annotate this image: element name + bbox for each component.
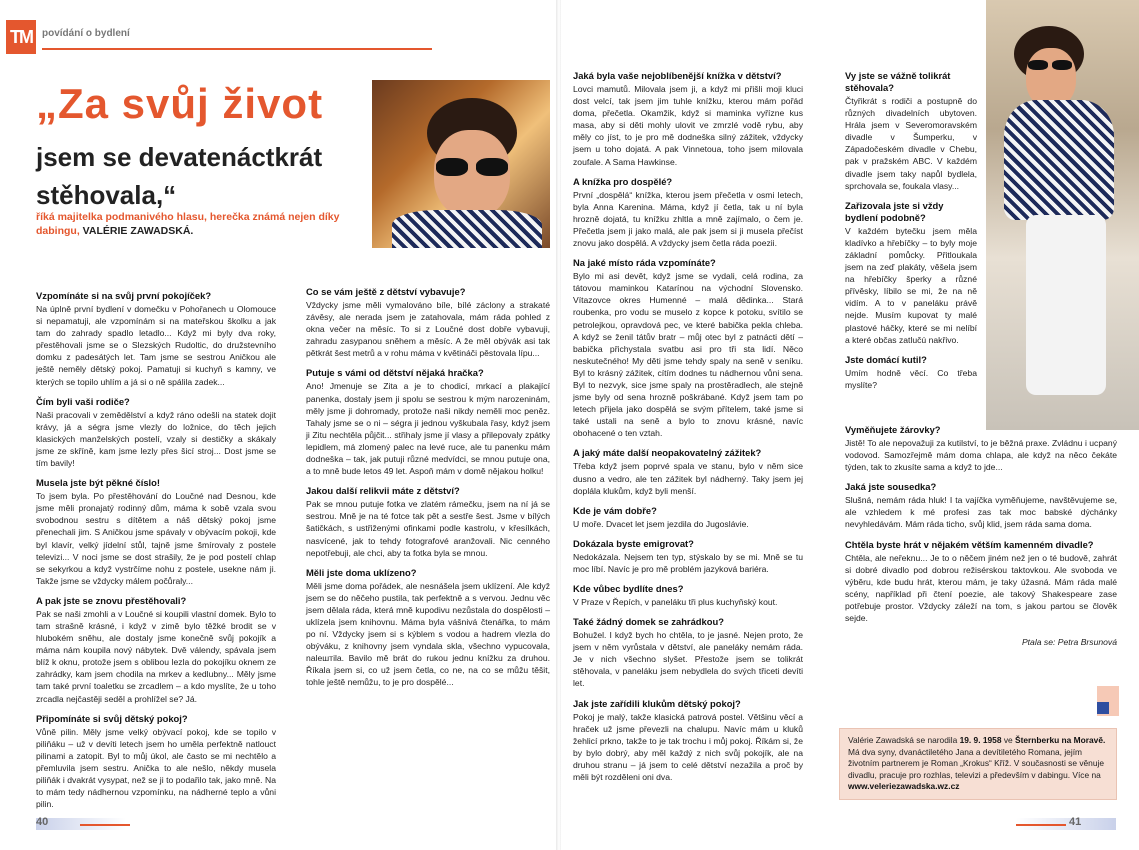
headline-line-3: stěhovala,“ xyxy=(36,180,177,210)
left-page xyxy=(0,0,560,850)
question: Dokázala byste emigrovat? xyxy=(573,537,694,549)
answer: Chtěla, ale neřeknu... Je to o něčem jiném než jen o té budově, zahrát si dobré divadlo pod dobrou režisérskou taktovkou. Ale svoboda ve výběru, kde budu hrát, kterou mám, je taky úžasná. Mám ráda malé scény, například při čtení poezie, ale takový Shakespeare zase potřebuje prostor. Vždycky záleží na tom, s jakou partou se člověk sejde. xyxy=(845,552,1117,624)
text-column-4-narrow xyxy=(845,62,977,391)
answer: Vůně pilin. Měly jsme velký obývací pokoj, kde se topilo v piliňáku – už v devíti letech jsem ho uměla perfektně natlouct pilinami a zatopit. Byl to můj úkol, ale často se mi nechtělo a přemluvila jsem sestru. Anička to ale nešlo, někdy musela piliňák i dvakrát vysypat, než se ji to podařilo tak, jako mně. Na to mám tedy nádhernou vzpomínku, na nádherné teplo a vůni pilin. xyxy=(36,726,276,810)
answer: Bylo mi asi devět, když jsme se vydali, celá rodina, za tátovou maminkou Katarínou na východní Slovensko. Vítazovce okres Humenné – malá dědinka... Stará roubenka, pro vodu se muselo z kopce k potoku, svítilo se petrolejkou, opravdová pec, ve které babička pekla chleba. A když se ženil tátův bratr – můj otec byl z patnácti dětí – babička přichystala svatbu asi pro tři sta lidí. Něco neskutečného! My děti jsme tehdy spaly na seně v seníku. Byl to krásný zážitek, cítím dodnes tu nádhernou vůni sena. Byl to nezvyk, sice jsme spaly na prostěradlech, ale stejně jsme byly od sena hrozně poškrábané. Když jsem tam po letech přijela jako dospělá se svým přítelem, také jsme si také ustali na seně a bylo to znovu krásné, navíc obohacené o ten vztah. xyxy=(573,271,803,439)
question: Jste domácí kutil? xyxy=(845,353,927,365)
header-rule xyxy=(42,48,432,50)
question: Jakou další relikvii máte z dětství? xyxy=(306,485,460,497)
answer: U moře. Dvacet let jsem jezdila do Jugoslávie. xyxy=(573,518,749,529)
question: Čím byli vaši rodiče? xyxy=(36,395,130,407)
question: A knížka pro dospělé? xyxy=(573,175,673,187)
bio-text-3: Má dva syny, dvanáctiletého Jana a devítiletého Romana, jejím životním partnerem je Roman „Krokus“ Kříž. V současnosti se věnuje divadlu, pracuje pro rozhlas, televizi a především v dabingu. xyxy=(848,746,1105,780)
question: Připomínáte si svůj dětský pokoj? xyxy=(36,712,188,724)
question: A jaký máte další neopakovatelný zážitek? xyxy=(573,447,762,459)
bio-birthdate: 19. 9. 1958 xyxy=(959,735,1002,745)
question: Jaká byla vaše nejoblíbenější knížka v dětství? xyxy=(573,70,782,81)
section-label: povídání o bydlení xyxy=(42,28,130,39)
headline-line-1: „Za svůj život xyxy=(36,80,324,127)
text-column-3 xyxy=(573,62,803,783)
answer: Bohužel. I když bych ho chtěla, to je jasné. Nejen proto, že jsem v něm vyrůstala v dětství, ale paneláky nemám ráda. Je v nich všechno slyšet. Přestože jsem se tolikrát stěhovala, v paneláku jsem nebydlela do svých třiceti devíti let. xyxy=(573,630,803,689)
lead-text xyxy=(36,210,366,238)
footer-accent xyxy=(1016,824,1066,826)
answer: Jistě! To ale nepovažuji za kutilství, to je běžná praxe. Zvládnu i ucpaný vodovod. Samozřejmě mám doma chlapa, ale když na něco čekáte týden, tak to zkusíte sama a když to jde... xyxy=(845,438,1117,473)
answer: Pokoj je malý, takže klasická patrová postel. Většinu věcí a hraček už jsme převezli na chalupu. Navíc mám u kluků žehlicí prkno, takže to je tak trochu i můj pokoj. Říkám si, že by bylo dobrý, aby měl každý z nich svůj pokojík, ale na druhou stranu – já jsem to celé dětství nezažila a proč by měli být rozděleni oni dva. xyxy=(573,711,803,783)
question: Měli jste doma uklízeno? xyxy=(306,566,417,578)
bio-text-2: ve xyxy=(1003,735,1013,745)
answer: Pak se naši zmohli a v Loučné si koupili vlastní domek. Bylo to tam strašně krásné, i když v zimě bylo těžké brodit se v hlubokém sněhu, ale dostaly jsme konečně svůj pokojík a máma nám koupila nový nábytek. Dvě válendy, spávala jsem blíž k oknu, protože jsem s oblibou lezla do pokojíku oknem ze zahrádky, kam jsem chodila na mrkev a kedlubny... Měly jsme tam také první toaletku se zrcadlem – a kdo myslíte, že u toho zrcadla nejčastěji seděl a prohlížel se? Já. xyxy=(36,608,276,704)
question: Musela jste být pěkné číslo! xyxy=(36,477,160,489)
question: Kde je vám dobře? xyxy=(573,504,657,516)
answer: Nedokázala. Nejsem ten typ, stýskalo by se mi. Mně se tu moc líbí. Navíc je pro mě problém jazyková bariéra. xyxy=(573,551,803,574)
question: Jak jste zařídili klukům dětský pokoj? xyxy=(573,697,741,709)
page-number-left: 40 xyxy=(36,816,49,828)
answer: To jsem byla. Po přestěhování do Loučné nad Desnou, kde jsme měli pronajatý rodinný dům, máma k sobě vzala svou svobodnou sestru s dítětem a náš dětský pokoj jsme přenechali jim. S Aničkou jsme spávaly v obývacím pokoji, kde byl klavír, velký jídelní stůl, tajně jsme šmírovaly z postele televizi... V noci jsme se dost strašily, že je pod postelí chlap se sekyrkou a když vystrčíme nohu z postele, usekne nám ji. Takže jsme se vždycky málem počůraly... xyxy=(36,491,276,586)
question: Putuje s vámi od dětství nějaká hračka? xyxy=(306,367,484,379)
question: Zařizovala jste si vždy bydlení podobně? xyxy=(845,199,944,223)
question: Vyměňujete žárovky? xyxy=(845,424,941,435)
answer: V Praze v Řepích, v paneláku tři plus kuchyňský kout. xyxy=(573,597,778,607)
question: Na jaké místo ráda vzpomínáte? xyxy=(573,257,716,269)
bio-text-1: Valérie Zawadská se narodila xyxy=(848,735,958,745)
bio-box xyxy=(839,728,1117,800)
lead-sentence: říká majitelka podmanivého hlasu, herečka známá nejen díky dabingu, xyxy=(36,211,340,237)
answer: Měli jsme doma pořádek, ale nesnášela jsem uklízení. Ale když jsem se do něčeho pustila, tak perfektně a s vervou. Jednu věc jsem dělala ráda, která mně kupodivu nezůstala do dospělosti – uklízela jsem knihovnu. Máma byla vášnivá čtenářka, to mám po ní. Vždycky jsem si s kýblem s vodou a hadrem vlezla do obýváku, z knihovny jsem vyndala skla, všechno vypucovala, nalештila. Bavilo mě brát do rukou jednu knížku za druhou. Říkala jsem si, co už jsem četla, co ne, na co se můžu těšit, tohle ještě nemůžu, to je pro dospělé... xyxy=(306,580,550,688)
question: Kde vůbec bydlíte dnes? xyxy=(573,583,684,594)
answer: Slušná, nemám ráda hluk! I ta vajíčka vyměňujeme, navštěvujeme se, ale vzhledem k mé profesi zas tak moc babské dýchánky nevyhledávám. Mám ráda ticho, svůj klid, jsem ráda sama doma. xyxy=(845,495,1117,530)
page-number-right: 41 xyxy=(1069,816,1082,828)
bio-website-link[interactable]: www.veleriezawadska.wz.cz xyxy=(848,781,960,792)
portrait-photo xyxy=(372,80,550,248)
full-figure-photo xyxy=(986,0,1139,430)
answer: Vždycky jsme měli vymalováno bíle, bílé záclony a strakaté závěsy, ale nerada jsem je zatahovala, mám ráda pohled z okna večer na měsíc. To si z Loučné dost dobře vybavuji, zahradu zasypanou sněhem a měsíc. A že měl obývák asi tak pětkrát šest metrů a v rohu máma v květináči pěstovala lípu... xyxy=(306,300,550,359)
question: Co se vám ještě z dětství vybavuje? xyxy=(306,286,466,297)
magazine-logo: TM xyxy=(6,20,36,54)
answer: Lovci mamutů. Milovala jsem ji, a když mi přišli moji kluci dost velcí, tak jsem jim tuhle knížku, kterou mám pořád doma, přečetla. Okamžik, když si maminka vyřízne kus masa, aby si děti mohly ulovit ve zmrzlé vodě rybu, aby měly co jíst, to je pro mě dodneška silný zážitek, vždycky jsem u toho dojatá. A pak Vinnetoua, toho jsem milovala zoufale. A Sama Hawkinse. xyxy=(573,84,803,167)
question: Chtěla byste hrát v nějakém větším kamenném divadle? xyxy=(845,538,1094,550)
answer: V každém bytečku jsem měla kladívko a hřebíčky – to byly moje základní pomůcky. Přitloukala jsem na zeď plakáty, věšela jsem na hřebíčky šperky a různé přívěsky, líbilo se mi, že na ně vidím. A to v paneláku právě nejde. Musím kupovat ty malé plastové háčky, které se mi nelíbí a které občas zatlučú nakřivo. xyxy=(845,225,977,345)
decor-square-blue xyxy=(1097,702,1109,714)
question: Vy jste se vážně tolikrát stěhovala? xyxy=(845,70,951,93)
answer: Ano! Jmenuje se Zita a je to chodicí, mrkací a plakající panenka, dostaly jsem ji spolu se sestrou k mým narozeninám, měly jsme ji dohromady, protože naši nikdy neměli moc peněz. Tahaly jsme se o ni – ségra ji jednou vyškubala řasy, když jsem ji Zitu nechtěla půjčit... střihaly jsme jí vlasy a přilepovaly zpátky lepidlem, má zlomený palec na levé ruce, ale tu panenku mám dodneška – tak, jak putuji různé medvídci, se mnou putuje ona, a to mně bude letos 49 let. Aspoň mám v domě nějakou holku! xyxy=(306,381,550,477)
question: A pak jste se znovu přestěhovali? xyxy=(36,594,187,606)
question: Jaká jste sousedka? xyxy=(845,481,937,493)
footer-accent xyxy=(80,824,130,826)
answer: První „dospělá“ knížka, kterou jsem přečetla v osmi letech, byla Anna Karenina. Máma, když jí četla, tak u ní byla hrozně dojatá, tu knížku zhltla a mně zajímalo, o čem je. Přečetla jsem ji jako malá, ale pak jsem si ji musela přečíst znovu jako dospělá. A vždycky jsem četla ráda poezii. xyxy=(573,189,803,249)
bio-more-label: Více na xyxy=(1072,769,1101,780)
answer: Třeba když jsem poprvé spala ve stanu, bylo v něm sice dusno a vedro, ale ten zážitek byl nádherný. Taky jsem jej doplála klukům, když byli menší. xyxy=(573,461,803,496)
text-column-1 xyxy=(36,282,276,810)
author-credit: Ptala se: Petra Brsunová xyxy=(1021,637,1117,648)
answer: Čtyřikrát s rodiči a postupně do různých divadelních ubytoven. Hrála jsem v Severomoravském divadle v Šumperku, v Západočeském divadle v Chebu, pak v pražském ABC. V každém divadle jsem taky napůl bydlela, sprchovala se, foukala vlasy... xyxy=(845,96,977,191)
question: Také žádný domek se zahrádkou? xyxy=(573,616,724,628)
bio-birthplace: Šternberku na Moravě. xyxy=(1015,735,1106,745)
answer: Naši pracovali v zemědělství a když ráno odešli na statek dojit krávy, já a ségra jsme vlezly do ložnice, do těch jejich klasických manželských postelí, vzaly si destičky a skákaly jsme ze skříně, kam jsme lezly přes šicí stroj... Dost jsme se tím bavily! xyxy=(36,409,276,469)
answer: Pak se mnou putuje fotka ve zlatém rámečku, jsem na ní já se sestrou. Mně je na té fotce tak pět a sestře šest. Jsme v bílých šatičkách, s ustřiženými ofinkami podle kastrolu, v křesílkách, nasvícené, jak to tehdy fotografové aranžovali. Nic cenného nepotřebuji, ale chci, aby ta fotka byla se mnou. xyxy=(306,499,550,558)
answer: Na úplně první bydlení v domečku v Pohořanech u Olomouce si nepamatuji, ale vzpomínám si na mateřskou školku a jak tam do zahrady spadlo letadlo... Když mi byly dva roky, přestěhovali jsme se o Slezských Rudoltic, do družstevního domku z padesátých let. Tam jsme se sestrou Aničkou ale ještě neměly dětský pokoj. Pamatuji si kuchyň s kamny, ve kterých se topilo uhlím a já si o ně spálila zadek... xyxy=(36,304,276,387)
lead-name: VALÉRIE ZAWADSKÁ. xyxy=(82,225,194,237)
answer: Umím hodně věcí. Co třeba myslíte? xyxy=(845,367,977,390)
text-column-4-wide xyxy=(845,416,1117,648)
headline-line-2: jsem se devatenáctkrát xyxy=(36,142,323,172)
question: Vzpomínáte si na svůj první pokojíček? xyxy=(36,290,212,301)
right-page xyxy=(561,0,1139,850)
text-column-2 xyxy=(306,278,550,689)
